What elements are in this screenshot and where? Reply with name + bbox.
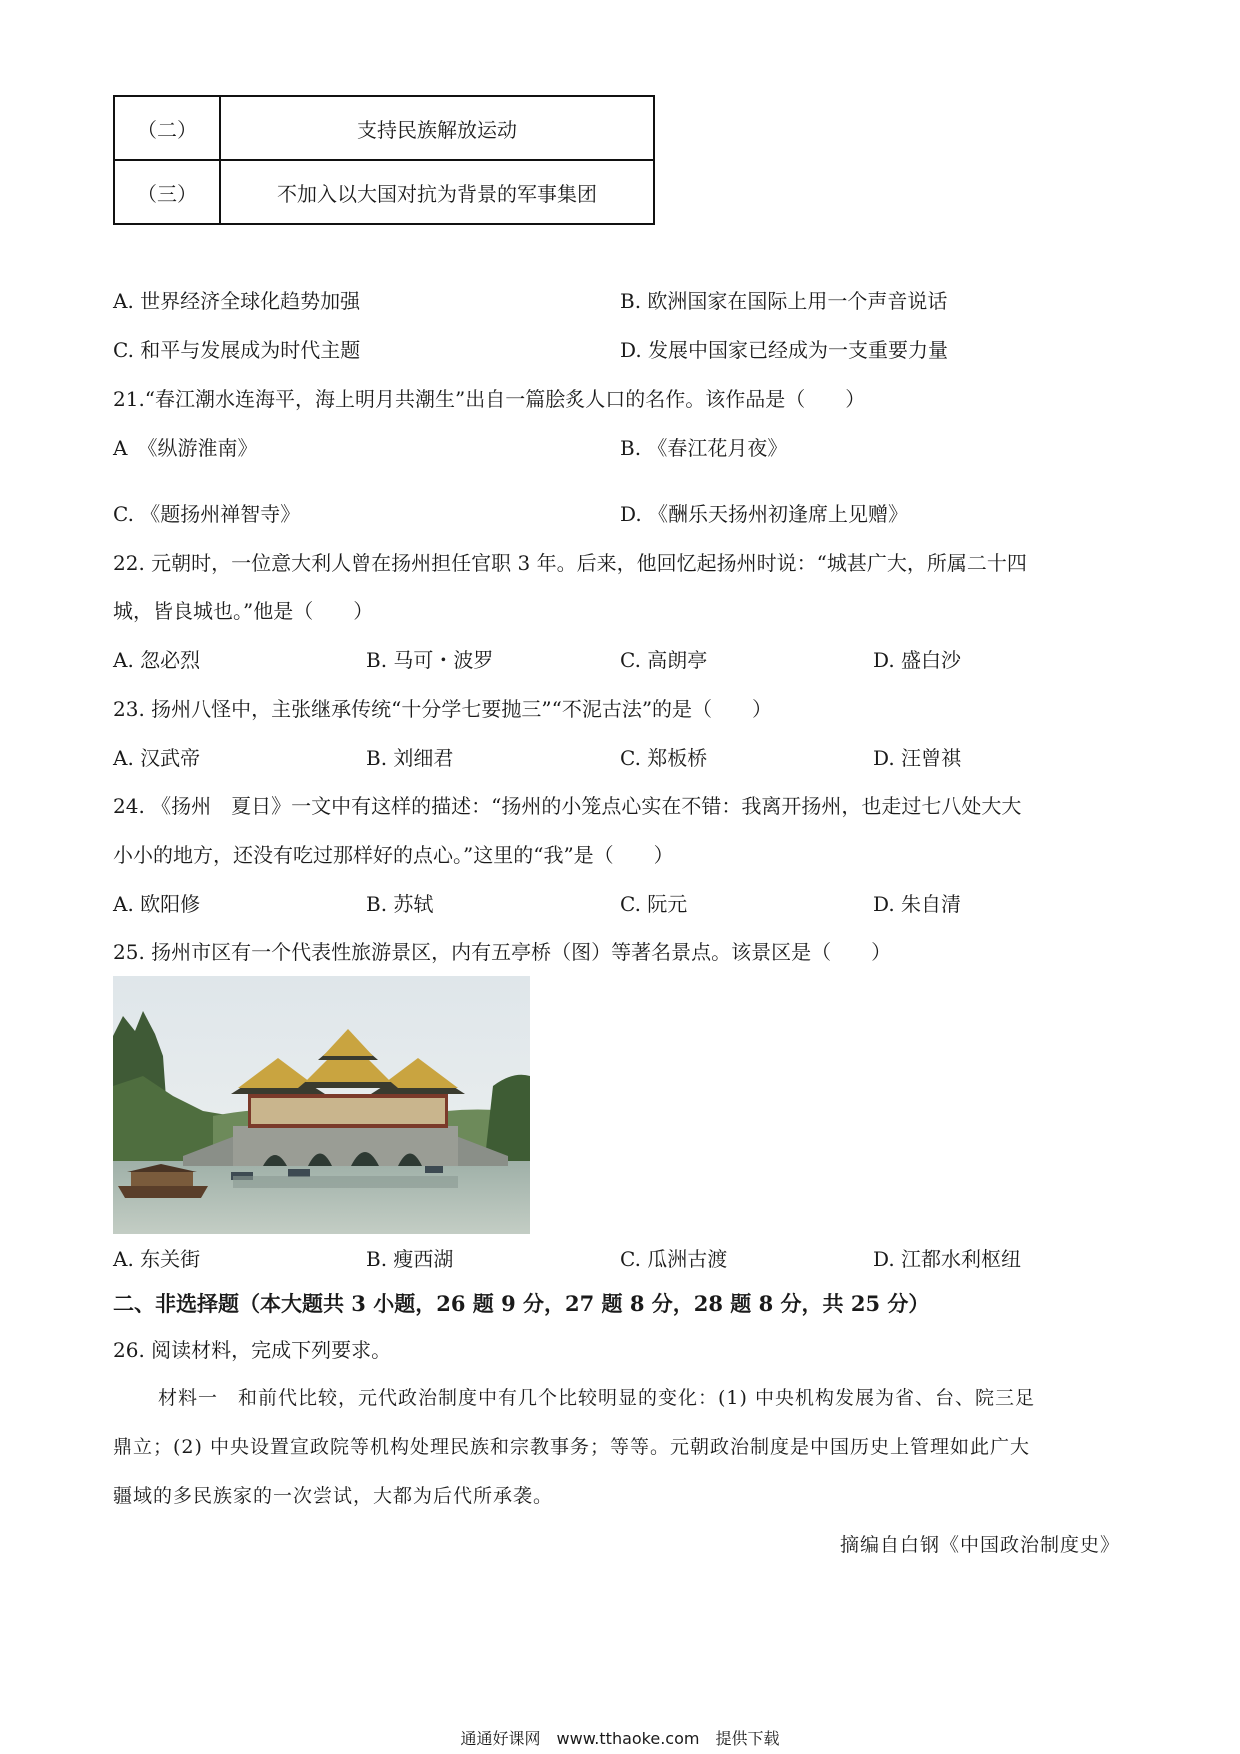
q22-option-b: B. 马可・波罗 bbox=[366, 648, 494, 672]
q21-option-c: C. 《题扬州禅智寺》 bbox=[113, 502, 301, 526]
q26-stem: 26. 阅读材料，完成下列要求。 bbox=[113, 1338, 392, 1362]
q23-option-a: A. 汉武帝 bbox=[113, 746, 201, 770]
section-heading: 二、非选择题（本大题共 3 小题，26 题 9 分，27 题 8 分，28 题 8 分，共 25 分） bbox=[113, 1291, 930, 1316]
q22-stem-line2: 城，皆良城也。”他是（ ） bbox=[113, 599, 374, 623]
q23-stem: 23. 扬州八怪中，主张继承传统“十分学七要抛三”“不泥古法”的是（ ） bbox=[113, 697, 773, 721]
q21-stem: 21.“春江潮水连海平，海上明月共潮生”出自一篇脍炙人口的名作。该作品是（ ） bbox=[113, 387, 866, 411]
policy-table bbox=[113, 95, 655, 225]
q20-option-d: D. 发展中国家已经成为一支重要力量 bbox=[620, 338, 949, 362]
row-number: （二） bbox=[114, 96, 220, 160]
q20-option-c: C. 和平与发展成为时代主题 bbox=[113, 338, 361, 362]
q20-option-b: B. 欧洲国家在国际上用一个声音说话 bbox=[620, 289, 948, 313]
q20-option-a: A. 世界经济全球化趋势加强 bbox=[113, 289, 361, 313]
q24-stem-line2: 小小的地方，还没有吃过那样好的点心。”这里的“我”是（ ） bbox=[113, 843, 674, 867]
q25-option-b: B. 瘦西湖 bbox=[366, 1247, 454, 1271]
row-text: 支持民族解放运动 bbox=[220, 96, 654, 160]
q22-stem-line1: 22. 元朝时，一位意大利人曾在扬州担任官职 3 年。后来，他回忆起扬州时说：“城甚广大，所属二十四 bbox=[113, 551, 1027, 575]
q21-option-d: D. 《酬乐天扬州初逢席上见赠》 bbox=[620, 502, 909, 526]
q24-stem-line1: 24. 《扬州 夏日》一文中有这样的描述：“扬州的小笼点心实在不错：我离开扬州，也走过七八处大大 bbox=[113, 794, 1022, 818]
q24-option-d: D. 朱自清 bbox=[873, 892, 962, 916]
q25-option-a: A. 东关街 bbox=[113, 1247, 201, 1271]
row-text: 不加入以大国对抗为背景的军事集团 bbox=[220, 160, 654, 224]
table-row bbox=[114, 96, 654, 160]
q23-option-d: D. 汪曾祺 bbox=[873, 746, 962, 770]
material-line: 疆域的多民族家的一次尝试，大都为后代所承袭。 bbox=[113, 1485, 554, 1507]
q25-option-d: D. 江都水利枢纽 bbox=[873, 1247, 1022, 1271]
q22-option-d: D. 盛白沙 bbox=[873, 648, 962, 672]
page-footer: 通通好课网 www.tthaoke.com 提供下载 bbox=[460, 1729, 780, 1748]
material-line: 鼎立；(2) 中央设置宣政院等机构处理民族和宗教事务；等等。元朝政治制度是中国历史上管理如此广大 bbox=[113, 1436, 1030, 1458]
q25-option-c: C. 瓜洲古渡 bbox=[620, 1247, 728, 1271]
row-number: （三） bbox=[114, 160, 220, 224]
material-source: 摘编自白钢《中国政治制度史》 bbox=[839, 1534, 1120, 1556]
q21-option-b: B. 《春江花月夜》 bbox=[620, 436, 788, 460]
q23-option-b: B. 刘细君 bbox=[366, 746, 454, 770]
q21-option-a: A 《纵游淮南》 bbox=[113, 436, 258, 460]
q22-option-c: C. 高朗亭 bbox=[620, 648, 708, 672]
table-row bbox=[114, 160, 654, 224]
q24-option-a: A. 欧阳修 bbox=[113, 892, 201, 916]
q24-option-b: B. 苏轼 bbox=[366, 892, 434, 916]
q22-option-a: A. 忽必烈 bbox=[113, 648, 201, 672]
q24-option-c: C. 阮元 bbox=[620, 892, 688, 916]
material-line: 材料一 和前代比较，元代政治制度中有几个比较明显的变化：(1) 中央机构发展为省、台、院三足 bbox=[158, 1387, 1035, 1409]
q25-stem: 25. 扬州市区有一个代表性旅游景区，内有五亭桥（图）等著名景点。该景区是（ ） bbox=[113, 940, 892, 964]
q23-option-c: C. 郑板桥 bbox=[620, 746, 708, 770]
five-pavilion-bridge-photo bbox=[113, 976, 530, 1234]
